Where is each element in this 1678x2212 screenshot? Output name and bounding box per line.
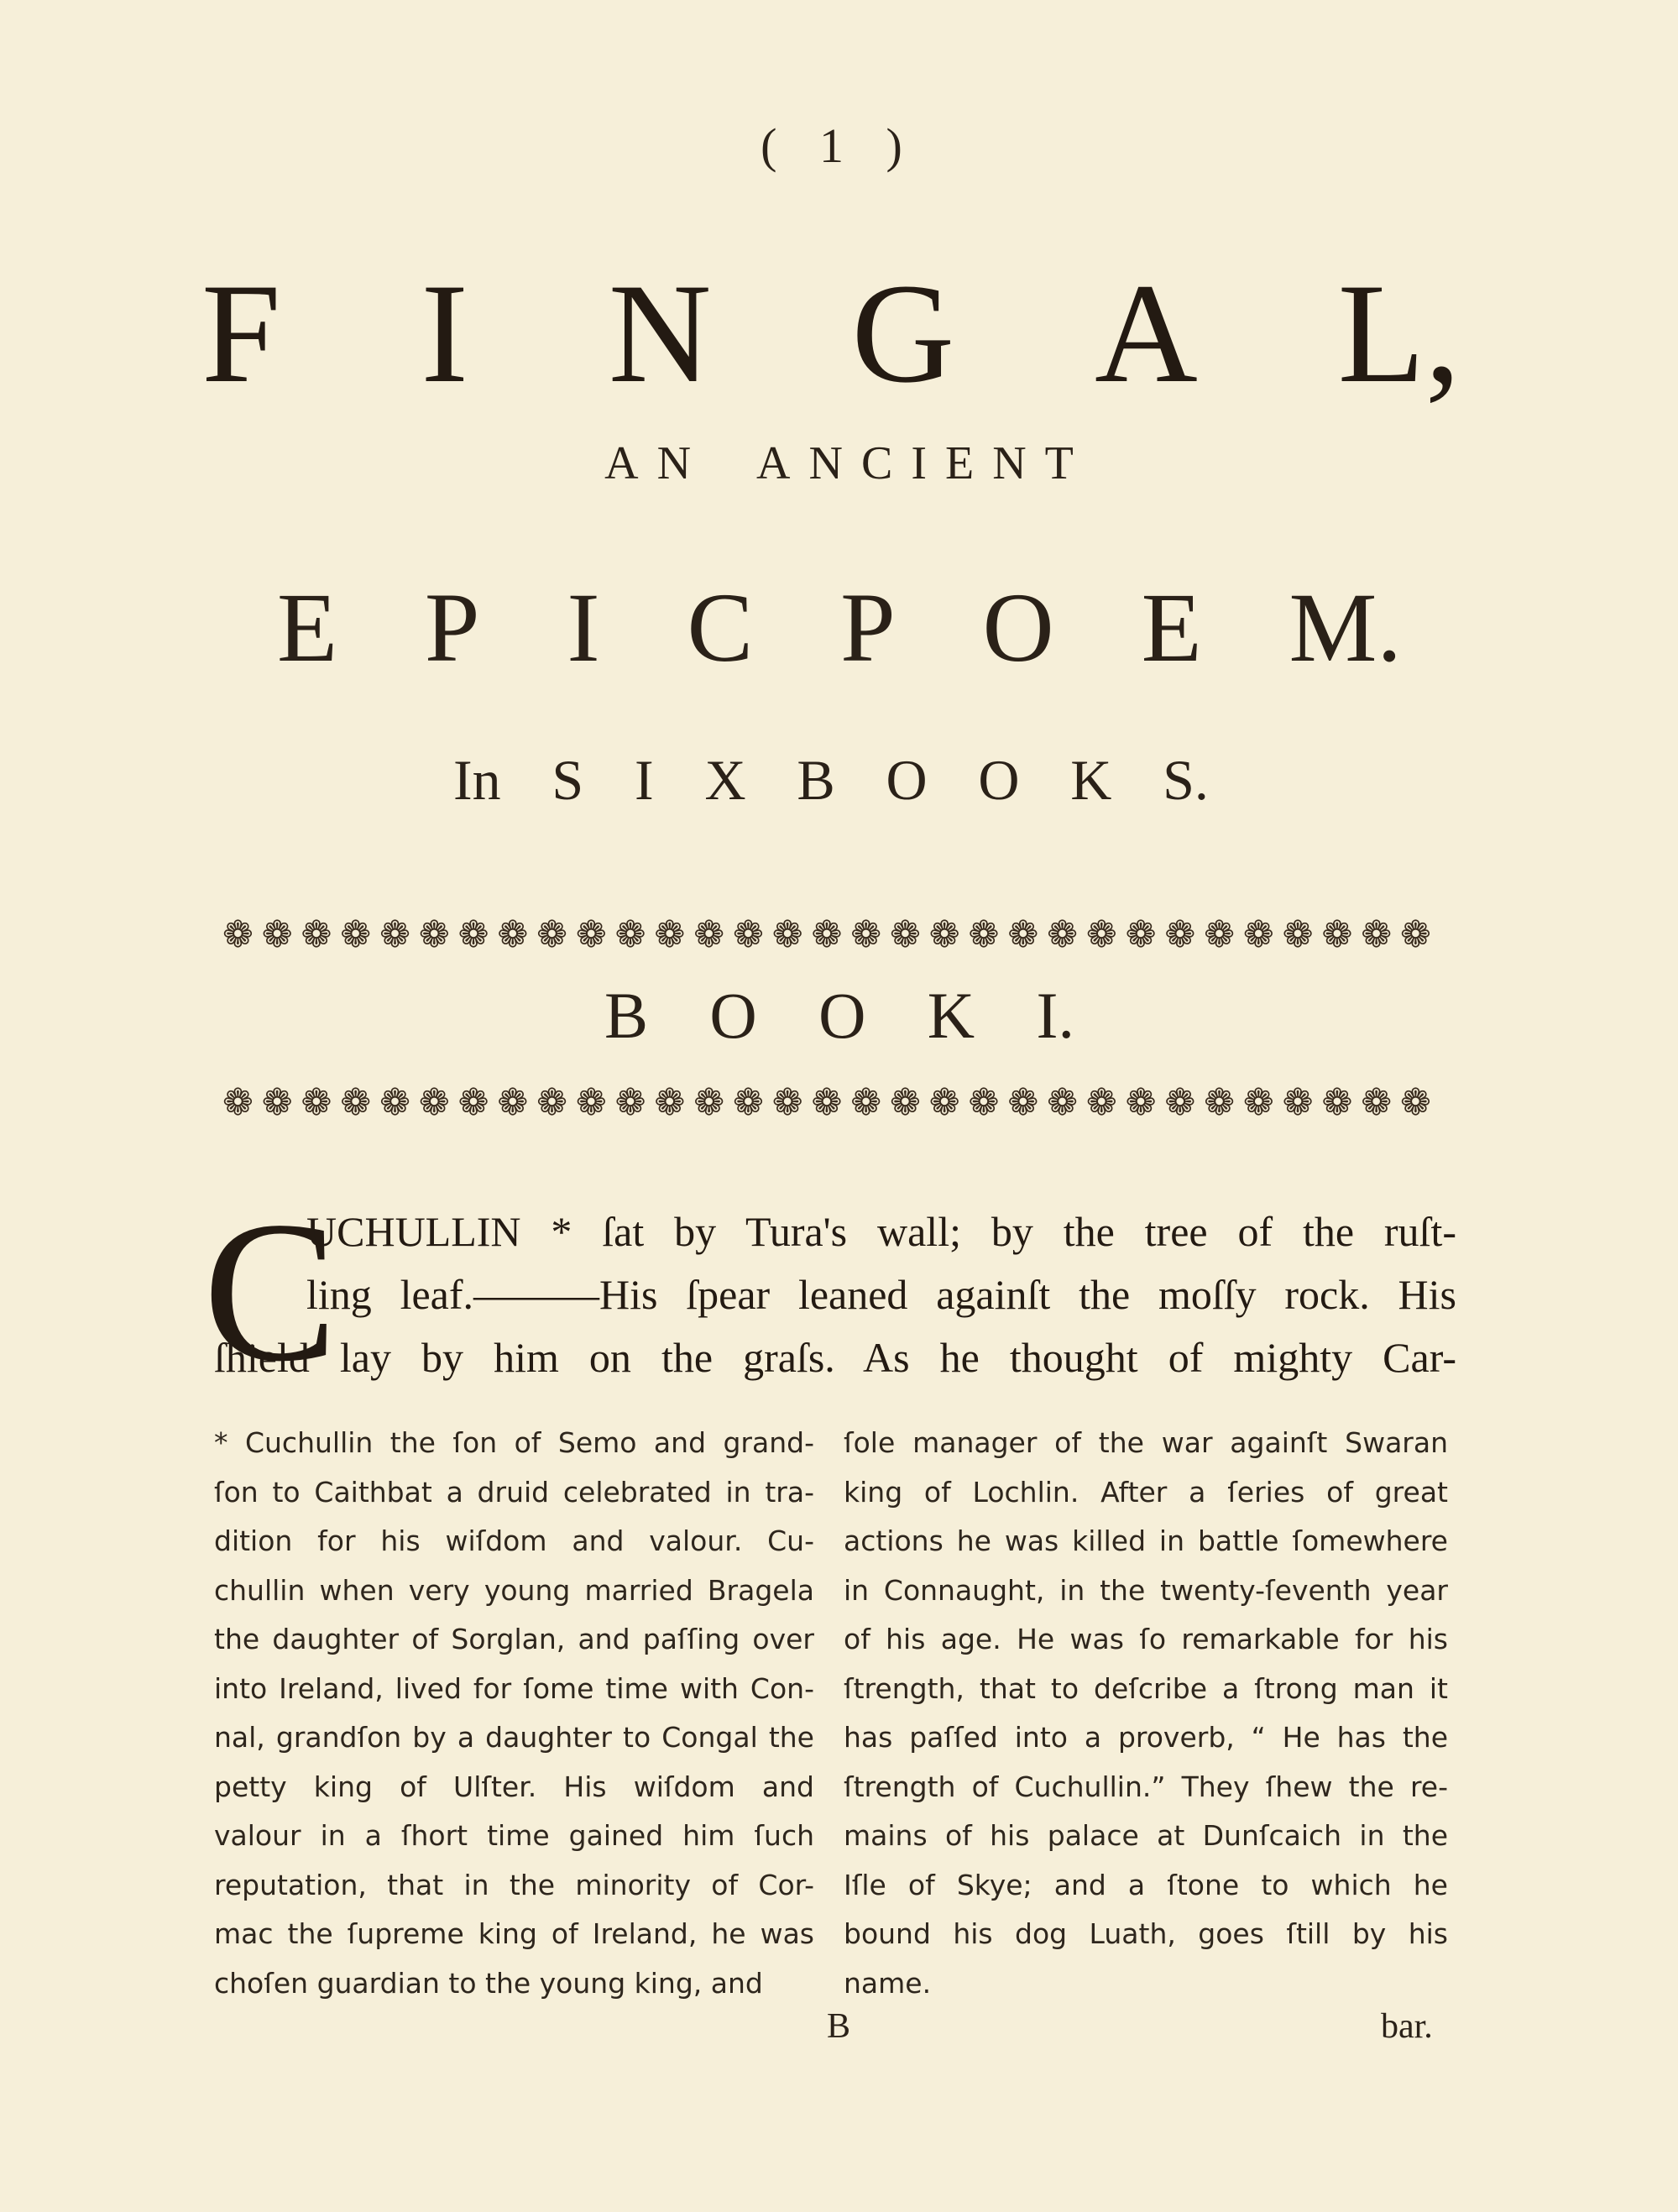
flower-ornament-icon: ❁ xyxy=(536,1081,567,1124)
subtitle-letter: O xyxy=(982,573,1054,682)
subtitle-letter: C xyxy=(687,573,754,682)
flower-ornament-icon: ❁ xyxy=(771,1081,803,1124)
footnote-line: in Connaught, in the twenty-ſeventh year xyxy=(844,1573,1448,1607)
footnote-line: the daughter of Sorglan, and paſſing over xyxy=(214,1623,814,1655)
subtitle-letter: O xyxy=(978,748,1020,812)
flower-ornament-icon: ❁ xyxy=(1204,1081,1236,1124)
flower-ornament-icon: ❁ xyxy=(418,1081,450,1124)
subtitle-an-ancient xyxy=(0,437,1678,490)
footnote-line: nal, grandſon by a daughter to Congal the xyxy=(214,1721,814,1754)
title-letter: G xyxy=(851,254,955,412)
footnote-line: mains of his palace at Dunſcaich in the xyxy=(844,1819,1448,1852)
flower-ornament-icon: ❁ xyxy=(1282,1081,1314,1124)
flower-ornament-icon: ❁ xyxy=(654,913,686,956)
flower-ornament-icon: ❁ xyxy=(340,913,372,956)
subtitle-letter: N xyxy=(808,437,843,489)
ornament-rule-top xyxy=(222,915,1431,955)
flower-ornament-icon: ❁ xyxy=(1321,1081,1353,1124)
flower-ornament-icon: ❁ xyxy=(536,913,567,956)
title-letter: N xyxy=(608,254,712,412)
body-line: ſhield lay by him on the graſs. As he thought of mighty Car- xyxy=(214,1334,1456,1381)
subtitle-letter: I xyxy=(567,573,600,682)
flower-ornament-icon: ❁ xyxy=(497,913,529,956)
footnote-line: dition for his wiſdom and valour. Cu- xyxy=(214,1524,814,1557)
flower-ornament-icon: ❁ xyxy=(968,913,1000,956)
flower-ornament-icon: ❁ xyxy=(497,1081,529,1124)
flower-ornament-icon: ❁ xyxy=(771,913,803,956)
page-number: ( 1 ) xyxy=(761,118,917,173)
title-letter: L, xyxy=(1337,254,1461,412)
flower-ornament-icon: ❁ xyxy=(968,1081,1000,1124)
book-heading-letter: K xyxy=(927,979,975,1052)
flower-ornament-icon: ❁ xyxy=(379,1081,410,1124)
footnote-line: bound his dog Luath, goes ſtill by his xyxy=(844,1917,1448,1950)
footnote-line: of his age. He was ſo remarkable for his xyxy=(844,1623,1448,1655)
flower-ornament-icon: ❁ xyxy=(1204,913,1236,956)
flower-ornament-icon: ❁ xyxy=(222,913,254,956)
book-heading-letter: I. xyxy=(1036,979,1074,1052)
flower-ornament-icon: ❁ xyxy=(614,1081,646,1124)
flower-ornament-icon: ❁ xyxy=(1361,1081,1393,1124)
footnote-line: choſen guardian to the young king, and xyxy=(214,1966,763,2000)
footnote-line: valour in a ſhort time gained him ſuch xyxy=(214,1819,814,1852)
footnote-line: into Ireland, lived for ſome time with Con- xyxy=(214,1671,814,1705)
flower-ornament-icon: ❁ xyxy=(850,1081,882,1124)
flower-ornament-icon: ❁ xyxy=(693,913,725,956)
flower-ornament-icon: ❁ xyxy=(890,913,921,956)
book-heading-letter: O xyxy=(818,979,866,1052)
title-letter: I xyxy=(421,254,468,412)
subtitle-letter: K xyxy=(1070,748,1112,812)
flower-ornament-icon: ❁ xyxy=(301,1081,332,1124)
book-heading-letter: B xyxy=(604,979,649,1052)
footnote-line: ſon to Caithbat a druid celebrated in tra- xyxy=(214,1475,814,1509)
flower-ornament-icon: ❁ xyxy=(928,1081,960,1124)
footnote-line: reputation, that in the minority of Cor- xyxy=(214,1868,814,1901)
ornament-rule-bottom xyxy=(222,1083,1431,1123)
title-letter: F xyxy=(201,254,281,412)
footnote-line: actions he was killed in battle ſomewhere xyxy=(844,1524,1448,1557)
flower-ornament-icon: ❁ xyxy=(1399,1081,1431,1124)
flower-ornament-icon: ❁ xyxy=(890,1081,921,1124)
footnote-line: mac the ſupreme king of Ireland, he was xyxy=(214,1917,814,1950)
subtitle-letter: M. xyxy=(1289,573,1402,682)
signature-mark: B xyxy=(827,2007,851,2046)
flower-ornament-icon: ❁ xyxy=(1164,1081,1196,1124)
flower-ornament-icon: ❁ xyxy=(850,913,882,956)
subtitle-letter: E xyxy=(1141,573,1202,682)
subtitle-letter: O xyxy=(886,748,928,812)
subtitle-letter: In xyxy=(453,748,501,812)
subtitle-letter: A xyxy=(756,437,791,489)
body-line: UCHULLIN * ſat by Tura's wall; by the tree of the ruſt- xyxy=(306,1208,1456,1255)
flower-ornament-icon: ❁ xyxy=(1242,1081,1274,1124)
flower-ornament-icon: ❁ xyxy=(575,1081,607,1124)
footnote-line: ſtrength, that to deſcribe a ſtrong man it xyxy=(844,1671,1448,1705)
flower-ornament-icon: ❁ xyxy=(693,1081,725,1124)
flower-ornament-icon: ❁ xyxy=(1321,913,1353,956)
flower-ornament-icon: ❁ xyxy=(418,913,450,956)
subtitle-letter: T xyxy=(1044,437,1074,489)
subtitle-in-six-books xyxy=(453,747,1209,813)
flower-ornament-icon: ❁ xyxy=(222,1081,254,1124)
subtitle-letter: B xyxy=(797,748,835,812)
footnote-left-column xyxy=(214,1419,814,2008)
flower-ornament-icon: ❁ xyxy=(614,913,646,956)
footnote-line: has paſſed into a proverb, “ He has the xyxy=(844,1721,1448,1754)
flower-ornament-icon: ❁ xyxy=(457,913,489,956)
flower-ornament-icon: ❁ xyxy=(301,913,332,956)
footnote-line: ſole manager of the war againſt Swaran xyxy=(844,1426,1448,1459)
footnote-right-column xyxy=(844,1419,1448,2008)
flower-ornament-icon: ❁ xyxy=(261,1081,293,1124)
footnote-line: Iſle of Skye; and a ſtone to which he xyxy=(844,1868,1448,1901)
flower-ornament-icon: ❁ xyxy=(1242,913,1274,956)
subtitle-letter: P xyxy=(424,573,480,682)
subtitle-letter: I xyxy=(911,437,927,489)
subtitle-letter: C xyxy=(860,437,893,489)
subtitle-letter: E xyxy=(944,437,975,489)
flower-ornament-icon: ❁ xyxy=(732,913,764,956)
title-fingal xyxy=(201,252,1461,416)
flower-ornament-icon: ❁ xyxy=(1125,913,1157,956)
body-text xyxy=(214,1200,1456,1389)
subtitle-letter: N xyxy=(656,437,692,489)
footnote-line: chullin when very young married Bragela xyxy=(214,1573,814,1607)
footnote-line: * Cuchullin the ſon of Semo and grand- xyxy=(214,1426,814,1459)
subtitle-letter: N xyxy=(992,437,1027,489)
flower-ornament-icon: ❁ xyxy=(1007,913,1039,956)
book-heading-letter: O xyxy=(709,979,757,1052)
flower-ornament-icon: ❁ xyxy=(1007,1081,1039,1124)
footnote-line: petty king of Ulſter. His wiſdom and xyxy=(214,1770,814,1803)
flower-ornament-icon: ❁ xyxy=(1282,913,1314,956)
footnote-line: king of Lochlin. After a ſeries of great xyxy=(844,1475,1448,1509)
footnote-line: name. xyxy=(844,1966,932,2000)
flower-ornament-icon: ❁ xyxy=(1125,1081,1157,1124)
flower-ornament-icon: ❁ xyxy=(261,913,293,956)
flower-ornament-icon: ❁ xyxy=(1047,1081,1078,1124)
subtitle-letter: A xyxy=(604,437,639,489)
footnote-line: ſtrength of Cuchullin.” They ſhew the re- xyxy=(844,1770,1448,1803)
flower-ornament-icon: ❁ xyxy=(732,1081,764,1124)
flower-ornament-icon: ❁ xyxy=(1085,913,1117,956)
subtitle-letter: S xyxy=(551,748,584,812)
flower-ornament-icon: ❁ xyxy=(457,1081,489,1124)
flower-ornament-icon: ❁ xyxy=(340,1081,372,1124)
flower-ornament-icon: ❁ xyxy=(1399,913,1431,956)
flower-ornament-icon: ❁ xyxy=(811,913,843,956)
flower-ornament-icon: ❁ xyxy=(1164,913,1196,956)
subtitle-letter: S. xyxy=(1163,748,1209,812)
subtitle-letter: E xyxy=(277,573,338,682)
flower-ornament-icon: ❁ xyxy=(811,1081,843,1124)
catchword: bar. xyxy=(1381,2007,1433,2046)
book-heading xyxy=(604,978,1074,1054)
body-line: ling leaf.———His ſpear leaned againſt the moſſy rock. His xyxy=(306,1271,1456,1318)
title-letter: A xyxy=(1095,254,1198,412)
flower-ornament-icon: ❁ xyxy=(575,913,607,956)
flower-ornament-icon: ❁ xyxy=(1085,1081,1117,1124)
subtitle-letter: I xyxy=(635,748,654,812)
flower-ornament-icon: ❁ xyxy=(1047,913,1078,956)
subtitle-letter: P xyxy=(840,573,896,682)
flower-ornament-icon: ❁ xyxy=(379,913,410,956)
flower-ornament-icon: ❁ xyxy=(1361,913,1393,956)
subtitle-letter: X xyxy=(704,748,746,812)
flower-ornament-icon: ❁ xyxy=(654,1081,686,1124)
subtitle-epic-poem xyxy=(277,571,1402,685)
flower-ornament-icon: ❁ xyxy=(928,913,960,956)
drop-cap: C xyxy=(203,1179,338,1403)
